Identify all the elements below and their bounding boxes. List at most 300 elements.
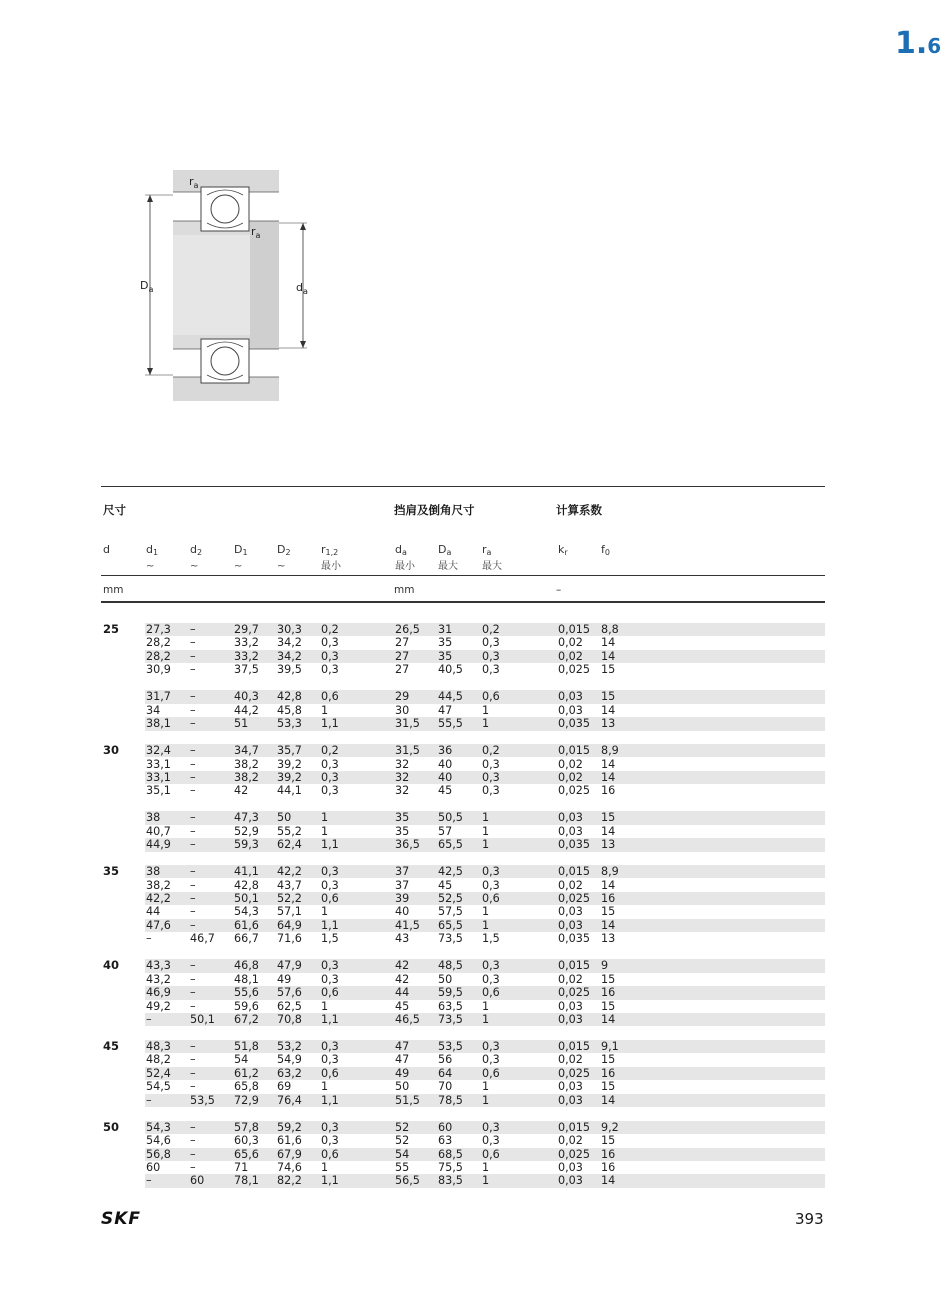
table-cell: 30 — [395, 703, 410, 717]
table-cell: 59,2 — [277, 1120, 302, 1134]
table-cell: 38,2 — [234, 757, 259, 771]
table-cell: 61,6 — [234, 918, 259, 932]
table-cell: 35,7 — [277, 744, 302, 758]
table-cell: 34,2 — [277, 636, 302, 650]
table-cell: 47 — [438, 703, 453, 717]
table-cell: 54,5 — [146, 1080, 171, 1094]
table-cell: 0,3 — [321, 770, 339, 784]
table-cell: 36 — [438, 744, 453, 758]
header-calculation-factors: 计算系数 — [556, 503, 602, 517]
table-cell: 38 — [146, 811, 161, 825]
column-header-subscript: 1,2 — [325, 548, 339, 557]
table-cell: 57,6 — [277, 986, 302, 1000]
table-cell: 65,5 — [438, 838, 463, 852]
table-cell: 16 — [601, 986, 616, 1000]
table-cell: 40 — [438, 770, 453, 784]
table-cell: 40,7 — [146, 824, 171, 838]
table-cell: 27 — [395, 649, 410, 663]
table-cell: 51,8 — [234, 1039, 259, 1053]
table-cell: – — [190, 784, 196, 798]
table-cell: 0,3 — [321, 1053, 339, 1067]
table-cell: 57 — [438, 824, 453, 838]
table-cell: 0,035 — [558, 717, 591, 731]
table-cell: 16 — [601, 1147, 616, 1161]
table-cell: 0,03 — [558, 811, 583, 825]
table-cell: 35 — [395, 824, 410, 838]
table-cell: 50 — [438, 972, 453, 986]
table-cell: 73,5 — [438, 1013, 463, 1027]
table-cell: 0,02 — [558, 649, 583, 663]
table-cell: 50,1 — [190, 1013, 215, 1027]
table-cell: 42 — [395, 959, 410, 973]
table-cell: 0,025 — [558, 892, 591, 905]
table-cell: 61,6 — [277, 1134, 302, 1148]
table-cell: 0,6 — [482, 892, 500, 905]
table-cell: – — [190, 1080, 196, 1094]
column-header-symbol: D — [438, 543, 447, 556]
table-cell: 65,6 — [234, 1147, 259, 1161]
table-cell: 16 — [601, 1161, 616, 1174]
table-cell: 0,6 — [321, 986, 339, 1000]
table-cell: 33,1 — [146, 757, 171, 771]
table-cell: 0,3 — [482, 784, 500, 798]
table-cell: 53,5 — [438, 1039, 463, 1053]
table-cell: 63 — [438, 1134, 453, 1148]
table-cell: 37 — [395, 865, 410, 879]
table-cell: – — [190, 1147, 196, 1161]
table-cell: – — [190, 1039, 196, 1053]
bore-diameter: 25 — [103, 622, 120, 636]
table-cell: – — [190, 1134, 196, 1148]
table-cell: – — [146, 1093, 152, 1107]
table-cell: – — [190, 717, 196, 731]
table-cell: 13 — [601, 838, 616, 852]
table-cell: 0,2 — [482, 744, 500, 758]
table-cell: – — [190, 865, 196, 879]
column-header-qualifier: ~ — [277, 561, 286, 572]
table-cell: 45 — [395, 999, 410, 1013]
table-cell: 0,3 — [482, 972, 500, 986]
table-cell: 14 — [601, 878, 616, 892]
table-cell: 0,035 — [558, 838, 591, 852]
table-cell: 44 — [395, 986, 410, 1000]
column-header — [321, 543, 341, 574]
table-cell: 1 — [321, 905, 329, 919]
table-cell: 14 — [601, 636, 616, 650]
table-cell: 0,6 — [482, 986, 500, 1000]
table-cell: 59,3 — [234, 838, 259, 852]
table-cell: 52 — [395, 1120, 410, 1134]
table-cell: 53,2 — [277, 1039, 302, 1053]
table-cell: 47,3 — [234, 811, 259, 825]
table-cell: 0,02 — [558, 878, 583, 892]
table-cell: – — [190, 1120, 196, 1134]
table-cell: 1,5 — [482, 932, 500, 946]
table-cell: 48,5 — [438, 959, 463, 973]
table-cell: 0,3 — [321, 784, 339, 798]
unit-abutment: mm — [394, 584, 415, 596]
table-cell: 48,1 — [234, 972, 259, 986]
column-header-symbol: r — [482, 543, 487, 556]
table-cell: – — [190, 959, 196, 973]
table-cell: – — [190, 623, 196, 636]
table-cell: 55 — [395, 1161, 410, 1174]
table-cell: 39,5 — [277, 663, 302, 677]
table-cell: 1 — [321, 1161, 329, 1174]
table-cell: 32 — [395, 757, 410, 771]
table-cell: 14 — [601, 703, 616, 717]
table-cell: 14 — [601, 1013, 616, 1027]
skf-logo — [101, 1209, 161, 1227]
column-header-subscript: r — [564, 548, 568, 557]
table-cell: 46,7 — [190, 932, 215, 946]
table-cell: – — [190, 770, 196, 784]
table-cell: – — [190, 892, 196, 905]
table-cell: 1,1 — [321, 1174, 339, 1188]
table-cell: 82,2 — [277, 1174, 302, 1188]
table-cell: 16 — [601, 784, 616, 798]
table-cell: 43,7 — [277, 878, 302, 892]
table-cell: 38 — [146, 865, 161, 879]
table-cell: 0,03 — [558, 1093, 583, 1107]
table-cell: 83,5 — [438, 1174, 463, 1188]
table-cell: 38,1 — [146, 717, 171, 731]
table-cell: 0,3 — [321, 649, 339, 663]
table-cell: 0,02 — [558, 1053, 583, 1067]
table-cell: 41,5 — [395, 918, 420, 932]
table-cell: 40 — [395, 905, 410, 919]
table-cell: – — [190, 972, 196, 986]
label-ra-top: $r_a$ — [189, 175, 199, 190]
table-cell: 38,2 — [146, 878, 171, 892]
table-cell: 57,1 — [277, 905, 302, 919]
table-cell: 14 — [601, 757, 616, 771]
table-top-rule — [101, 486, 825, 487]
table-cell: 0,6 — [321, 892, 339, 905]
column-header-symbol: d — [146, 543, 153, 556]
table-cell: 73,5 — [438, 932, 463, 946]
table-cell: 34,2 — [277, 649, 302, 663]
table-cell: 0,025 — [558, 1147, 591, 1161]
table-cell: 71 — [234, 1161, 249, 1174]
table-cell: – — [146, 1174, 152, 1188]
table-cell: 44,1 — [277, 784, 302, 798]
table-cell: 0,03 — [558, 999, 583, 1013]
table-cell: – — [190, 824, 196, 838]
column-header-subscript: a — [486, 548, 492, 557]
table-cell: 40,3 — [234, 690, 259, 704]
table-cell: 44,5 — [438, 690, 463, 704]
table-cell: 60 — [190, 1174, 205, 1188]
table-header-rule — [101, 575, 825, 576]
table-cell: 46,5 — [395, 1013, 420, 1027]
table-cell: 0,6 — [321, 1147, 339, 1161]
table-cell: 0,2 — [321, 744, 339, 758]
table-cell: 0,025 — [558, 784, 591, 798]
table-cell: 0,02 — [558, 757, 583, 771]
table-cell: 29 — [395, 690, 410, 704]
table-cell: 14 — [601, 770, 616, 784]
column-header-subscript: a — [446, 548, 452, 557]
table-cell: 15 — [601, 690, 616, 704]
table-cell: 41,1 — [234, 865, 259, 879]
table-cell: 44 — [146, 905, 161, 919]
table-cell: 0,02 — [558, 636, 583, 650]
table-cell: 52,4 — [146, 1066, 171, 1080]
table-cell: 42,8 — [277, 690, 302, 704]
table-cell: 0,3 — [321, 663, 339, 677]
table-cell: 1 — [321, 1080, 329, 1094]
column-header — [482, 543, 502, 574]
table-cell: 33,2 — [234, 649, 259, 663]
table-cell: 45 — [438, 784, 453, 798]
table-cell: 1,1 — [321, 1013, 339, 1027]
table-cell: 0,6 — [321, 1066, 339, 1080]
column-header-subscript: 2 — [285, 548, 291, 557]
table-cell: – — [190, 703, 196, 717]
table-cell: 0,3 — [482, 878, 500, 892]
table-cell: 0,025 — [558, 1066, 591, 1080]
table-cell: 0,015 — [558, 623, 591, 636]
table-cell: 0,3 — [482, 1053, 500, 1067]
table-cell: 0,3 — [482, 757, 500, 771]
table-cell: 0,03 — [558, 1080, 583, 1094]
unit-dimensions: mm — [103, 584, 124, 596]
table-cell: 9,2 — [601, 1120, 619, 1134]
column-header-subscript: 2 — [196, 548, 203, 557]
table-cell: 0,6 — [482, 690, 500, 704]
table-cell: 32 — [395, 770, 410, 784]
table-cell: 0,3 — [321, 1039, 339, 1053]
column-header-qualifier: 最小 — [395, 561, 415, 572]
table-cell: 1 — [482, 1161, 490, 1174]
table-cell: 44,2 — [234, 703, 259, 717]
table-cell: – — [190, 1053, 196, 1067]
table-cell: 64 — [438, 1066, 453, 1080]
table-cell: 42,2 — [277, 865, 302, 879]
table-cell: 1 — [482, 905, 490, 919]
table-cell: 45,8 — [277, 703, 302, 717]
table-cell: 78,1 — [234, 1174, 259, 1188]
table-cell: – — [190, 690, 196, 704]
table-cell: 27 — [395, 663, 410, 677]
column-header — [277, 543, 291, 574]
bore-diameter: 35 — [103, 864, 120, 879]
table-cell: 47 — [395, 1053, 410, 1067]
table-cell: – — [190, 649, 196, 663]
table-cell: 15 — [601, 811, 616, 825]
table-cell: 60 — [438, 1120, 453, 1134]
table-cell: 0,03 — [558, 1013, 583, 1027]
table-cell: 40 — [438, 757, 453, 771]
table-cell: 0,035 — [558, 932, 591, 946]
table-cell: 60,3 — [234, 1134, 259, 1148]
table-cell: 65,5 — [438, 918, 463, 932]
table-cell: 57,5 — [438, 905, 463, 919]
table-cell: 42 — [395, 972, 410, 986]
column-header-symbol: r — [321, 543, 326, 556]
table-cell: 47 — [395, 1039, 410, 1053]
table-cell: 57,8 — [234, 1120, 259, 1134]
table-cell: 50 — [277, 811, 292, 825]
table-cell: 49,2 — [146, 999, 171, 1013]
table-cell: 0,3 — [482, 663, 500, 677]
table-cell: 0,02 — [558, 770, 583, 784]
page-number: 393 — [795, 1210, 824, 1228]
table-cell: 34 — [146, 703, 161, 717]
table-cell: 1 — [482, 999, 490, 1013]
table-cell: 52 — [395, 1134, 410, 1148]
table-cell: 0,03 — [558, 918, 583, 932]
table-cell: 16 — [601, 892, 616, 905]
bore-diameter: 30 — [103, 743, 120, 758]
table-cell: 1 — [321, 824, 329, 838]
table-cell: 0,03 — [558, 1174, 583, 1188]
table-cell: 54,6 — [146, 1134, 171, 1148]
table-cell: 14 — [601, 824, 616, 838]
table-cell: 29,7 — [234, 623, 259, 636]
column-header-symbol: D — [234, 543, 243, 556]
table-cell: 50,5 — [438, 811, 463, 825]
table-cell: 52,2 — [277, 892, 302, 905]
table-cell: 0,3 — [482, 959, 500, 973]
table-cell: – — [190, 905, 196, 919]
table-cell: 35 — [438, 636, 453, 650]
table-cell: 31 — [438, 623, 453, 636]
table-cell: 45 — [438, 878, 453, 892]
table-cell: 49 — [277, 972, 292, 986]
table-cell: – — [190, 918, 196, 932]
label-ra-mid: $r_a$ — [251, 225, 261, 240]
table-cell: 0,3 — [482, 1120, 500, 1134]
table-cell: – — [190, 838, 196, 852]
table-cell: 37,5 — [234, 663, 259, 677]
table-cell: 60 — [146, 1161, 161, 1174]
table-units-rule — [101, 601, 825, 603]
table-cell: 8,9 — [601, 865, 619, 879]
table-cell: 1 — [482, 811, 490, 825]
table-cell: 54 — [395, 1147, 410, 1161]
table-cell: 78,5 — [438, 1093, 463, 1107]
table-cell: 0,03 — [558, 905, 583, 919]
bore-diameter: 50 — [103, 1119, 120, 1134]
table-cell: 0,3 — [482, 649, 500, 663]
table-cell: – — [190, 811, 196, 825]
table-cell: 1 — [482, 703, 490, 717]
svg-text:SKF: SKF — [101, 1209, 142, 1227]
table-cell: 15 — [601, 1080, 616, 1094]
bore-diameter: 40 — [103, 958, 120, 973]
table-cell: 27 — [395, 636, 410, 650]
table-cell: 0,3 — [321, 757, 339, 771]
table-cell: 0,015 — [558, 959, 591, 973]
table-cell: 31,5 — [395, 744, 420, 758]
table-cell: 42 — [234, 784, 249, 798]
table-cell: – — [190, 999, 196, 1013]
table-cell: – — [190, 878, 196, 892]
table-cell: 76,4 — [277, 1093, 302, 1107]
table-cell: 63,2 — [277, 1066, 302, 1080]
table-cell: 47,6 — [146, 918, 171, 932]
table-cell: 14 — [601, 1174, 616, 1188]
table-cell: 55,5 — [438, 717, 463, 731]
column-header-subscript: 1 — [242, 548, 248, 557]
table-cell: 0,03 — [558, 824, 583, 838]
table-cell: 0,03 — [558, 1161, 583, 1174]
table-cell: 0,6 — [482, 1147, 500, 1161]
table-cell: 0,2 — [321, 623, 339, 636]
table-cell: 62,5 — [277, 999, 302, 1013]
table-cell: 1 — [321, 811, 329, 825]
table-cell: 36,5 — [395, 838, 420, 852]
table-cell: 1,1 — [321, 717, 339, 731]
table-cell: 42,8 — [234, 878, 259, 892]
table-cell: 28,2 — [146, 649, 171, 663]
table-cell: 15 — [601, 905, 616, 919]
table-cell: – — [190, 1066, 196, 1080]
table-cell: 13 — [601, 932, 616, 946]
label-da: $d_a$ — [296, 281, 308, 296]
table-cell: 56,8 — [146, 1147, 171, 1161]
column-header-qualifier: 最大 — [438, 561, 458, 572]
table-cell: 52,5 — [438, 892, 463, 905]
table-cell: 14 — [601, 1093, 616, 1107]
table-cell: 46,9 — [146, 986, 171, 1000]
table-cell: 15 — [601, 1134, 616, 1148]
table-cell: 50,1 — [234, 892, 259, 905]
table-cell: 26,5 — [395, 623, 420, 636]
table-cell: 1 — [482, 1013, 490, 1027]
column-header-subscript: 1 — [152, 548, 159, 557]
table-cell: 59,6 — [234, 999, 259, 1013]
column-header-qualifier: 最大 — [482, 561, 502, 572]
table-cell: 42,2 — [146, 892, 171, 905]
table-cell: 30,9 — [146, 663, 171, 677]
table-cell: 0,3 — [321, 636, 339, 650]
table-cell: 67,9 — [277, 1147, 302, 1161]
column-header — [234, 543, 248, 574]
table-cell: 1,1 — [321, 918, 339, 932]
table-cell: 42,5 — [438, 865, 463, 879]
table-cell: 0,3 — [321, 1120, 339, 1134]
table-cell: 32 — [395, 784, 410, 798]
column-header-subscript: 0 — [604, 548, 610, 557]
table-cell: 0,3 — [321, 972, 339, 986]
table-cell: 14 — [601, 918, 616, 932]
table-cell: 1 — [482, 838, 490, 852]
table-cell: 56,5 — [395, 1174, 420, 1188]
table-cell: 33,2 — [234, 636, 259, 650]
table-cell: 70 — [438, 1080, 453, 1094]
table-cell: 53,5 — [190, 1093, 215, 1107]
table-cell: 9 — [601, 959, 609, 973]
table-cell: 69 — [277, 1080, 292, 1094]
table-cell: 0,025 — [558, 663, 591, 677]
table-cell: 62,4 — [277, 838, 302, 852]
table-cell: 56 — [438, 1053, 453, 1067]
table-cell: 61,2 — [234, 1066, 259, 1080]
table-cell: 1 — [482, 717, 490, 731]
table-cell: 72,9 — [234, 1093, 259, 1107]
table-cell: 39 — [395, 892, 410, 905]
table-cell: 52,9 — [234, 824, 259, 838]
table-cell: 48,2 — [146, 1053, 171, 1067]
column-header-qualifier: ~ — [146, 561, 155, 572]
table-cell: 39,2 — [277, 770, 302, 784]
table-cell: 1,5 — [321, 932, 339, 946]
table-cell: 35,1 — [146, 784, 171, 798]
table-cell: 74,6 — [277, 1161, 302, 1174]
